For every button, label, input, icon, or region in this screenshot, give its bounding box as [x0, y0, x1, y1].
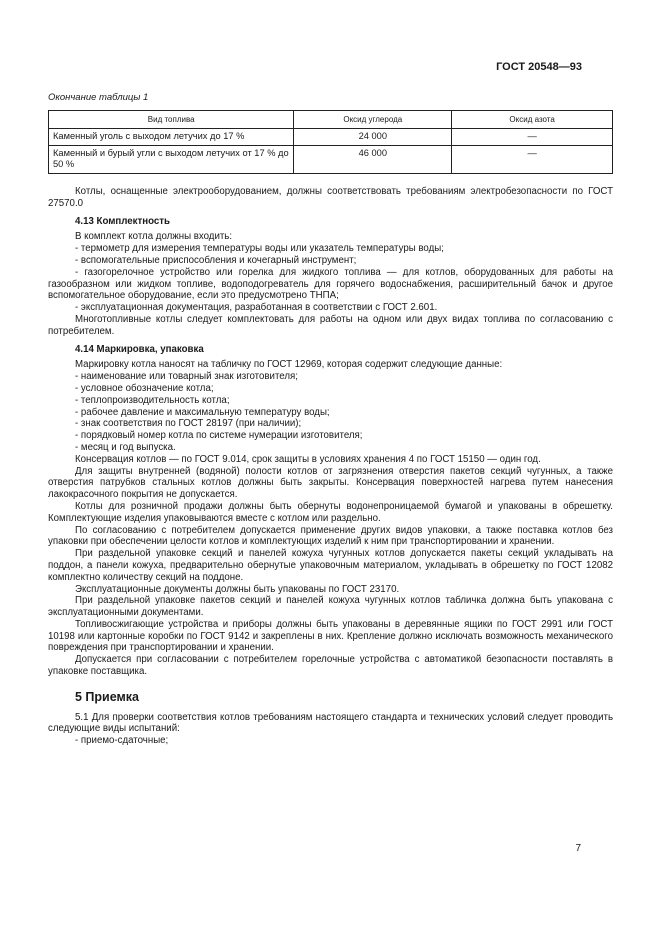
table-cell: Каменный и бурый угли с выходом летучих от 17 % до 50 %	[49, 145, 294, 173]
paragraph: Котлы для розничной продажи должны быть обернуты водонепроницаемой бумагой и упакованы в обрешетку. Комплектующие изделия упаковываются вместе с котлом или раздельно.	[48, 500, 613, 524]
list-item: - термометр для измерения температуры воды или указатель температуры воды;	[75, 243, 444, 255]
table-row	[49, 145, 613, 173]
section-heading: 4.13 Комплектность	[75, 215, 171, 227]
column-header: Оксид углерода	[294, 111, 452, 129]
paragraph: Эксплуатационные документы должны быть упакованы по ГОСТ 23170.	[75, 583, 400, 595]
paragraph: В комплект котла должны входить:	[75, 231, 233, 243]
emissions-table	[48, 110, 613, 174]
list-item: - эксплуатационная документация, разработанная в соответствии с ГОСТ 2.601.	[75, 302, 438, 314]
paragraph: Допускается при согласовании с потребителем горелочные устройства с автоматикой безопасности поставлять в упаковке поставщика.	[48, 654, 613, 678]
paragraph: При раздельной упаковке пакетов секций и панелей кожуха чугунных котлов табличка должна быть упакована с эксплуатационными документами.	[48, 595, 613, 619]
paragraph: Для защиты внутренней (водяной) полости котлов от загрязнения отверстия пакетов секций чугунных, а также отверстия патрубков стальных котлов должны быть закрыты. Консервация поверхностей нагрева путем нанесения лакокрасочного покрытия не допускается.	[48, 465, 613, 501]
list-item: - теплопроизводительность котла;	[75, 394, 230, 406]
paragraph: При раздельной упаковке секций и панелей кожуха чугунных котлов допускается пакеты секций укладывать на поддон, а панели кожуха, предварительно обернутые упаковочным материалом, укладывать в обрешетку по ГОСТ 12082 комплектно количеству секций на поддоне.	[48, 548, 613, 583]
list-item: - знак соответствия по ГОСТ 28197 (при наличии);	[75, 418, 302, 430]
table-cell: —	[452, 145, 613, 173]
column-header: Вид топлива	[49, 111, 294, 129]
list-item: - вспомогательные приспособления и кочегарный инструмент;	[75, 254, 357, 266]
list-item: - условное обозначение котла;	[75, 382, 214, 394]
list-item: - наименование или товарный знак изготовителя;	[75, 371, 298, 383]
table-caption: Окончание таблицы 1	[48, 92, 149, 103]
paragraph: Маркировку котла наносят на табличку по ГОСТ 12969, которая содержит следующие данные:	[75, 359, 503, 371]
paragraph: Котлы, оснащенные электрооборудованием, должны соответствовать требованиям электробезопасности по ГОСТ 27570.0	[48, 186, 613, 209]
paragraph: 5.1 Для проверки соответствия котлов требованиям настоящего стандарта и технических условий следует проводить следующие виды испытаний:	[48, 711, 613, 735]
list-item: - порядковый номер котла по системе нумерации изготовителя;	[75, 430, 363, 442]
table-header-row	[49, 111, 613, 129]
page-number: 7	[575, 843, 581, 854]
table-cell: 46 000	[294, 145, 452, 173]
chapter-heading: 5 Приемка	[75, 689, 139, 704]
table-cell: —	[452, 129, 613, 146]
table-cell: 24 000	[294, 129, 452, 146]
paragraph: Топливосжигающие устройства и приборы должны быть упакованы в деревянные ящики по ГОСТ 2991 или ГОСТ 10198 или картонные коробки по ГОСТ 9142 и закреплены в них. Крепление должно исключать возможность механического повреждения при транспортировании и хранении.	[48, 618, 613, 654]
table-row	[49, 129, 613, 146]
doc-code: ГОСТ 20548—93	[496, 61, 582, 73]
section-heading: 4.14 Маркировка, упаковка	[75, 343, 204, 355]
table-cell: Каменный уголь с выходом летучих до 17 %	[49, 129, 294, 146]
column-header: Оксид азота	[452, 111, 613, 129]
paragraph: Многотопливные котлы следует комплектовать для работы на одном или двух видах топлива по согласованию с потребителем.	[48, 313, 613, 337]
list-item: - рабочее давление и максимальную температуру воды;	[75, 406, 330, 418]
list-item: - приемо-сдаточные;	[75, 735, 169, 747]
list-item: - месяц и год выпуска.	[75, 441, 176, 453]
document-body	[48, 186, 613, 747]
paragraph: По согласованию с потребителем допускается применение других видов упаковки, а также поставка котлов без упаковки при обеспечении целости котлов и комплектующих изделий к ним при транспортировании и хранении.	[48, 524, 613, 548]
paragraph: Консервация котлов — по ГОСТ 9.014, срок защиты в условиях хранения 4 по ГОСТ 15150 — один год.	[75, 453, 541, 465]
list-item: - газогорелочное устройство или горелка для жидкого топлива — для котлов, оборудованных для работы на газообразном или жидком топливе, водоподогреватель для горячего водоснабжения, расширительный бачок и другое вспомогательное оборудование, если это предусмотрено ТНПА;	[48, 266, 613, 302]
